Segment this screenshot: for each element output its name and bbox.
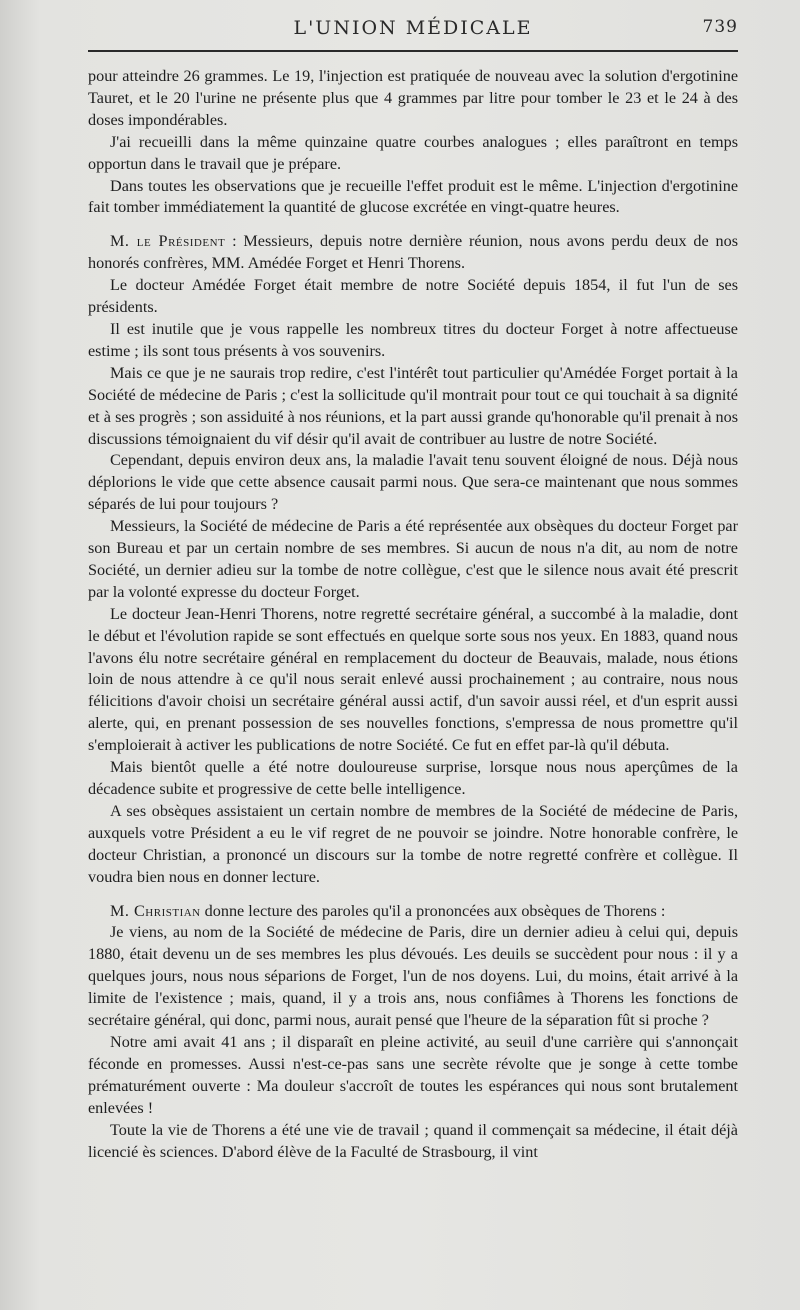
paragraph (88, 1032, 738, 1120)
page-number: 739 (702, 17, 738, 37)
article-body (88, 66, 738, 1163)
paragraph-text: Le docteur Amédée Forget était membre de notre Société depuis 1854, il fut l'un de ses présidents. (88, 276, 738, 317)
running-header (88, 14, 738, 48)
paragraph-text: J'ai recueilli dans la même quinzaine quatre courbes analogues ; elles paraîtront en temps opportun dans le travail que je prépare. (88, 132, 738, 173)
paragraph-text: Mais ce que je ne saurais trop redire, c'est l'intérêt tout particulier qu'Amédée Forget portait à la Société de médecine de Paris ; c'est la sollicitude qu'il montrait pour tout ce qui touchait à sa dignité et à ses progrès ; son assiduité à nos réunions, et la part aussi grande qu'honorable qu'il prenait à nos discussions témoignaient du vif désir qu'il avait de contribuer au lustre de notre Société. (88, 363, 738, 448)
paragraph-text: Il est inutile que je vous rappelle les nombreux titres du docteur Forget à notre affectueuse estime ; ils sont tous présents à vos souvenirs. (88, 319, 738, 360)
paragraph (88, 516, 738, 604)
paragraph (88, 176, 738, 220)
paragraph (88, 922, 738, 1032)
paragraph (88, 901, 738, 923)
paragraph-text: Je viens, au nom de la Société de médecine de Paris, dire un dernier adieu à celui qui, depuis 1880, était devenu un de ses membres les plus dévoués. Les deuils se succèdent pour nous : il y a quelques jours, nous nous séparions de Forget, l'un de nos doyens. Lui, du moins, était arrivé à la limite de l'existence ; mais, quand, il y a trois ans, nous confiâmes à Thorens les fonctions de secrétaire général, qui donc, parmi nous, aurait pensé que l'heure de la séparation fût si proche ? (88, 923, 738, 1030)
paragraph (88, 450, 738, 516)
speaker-name: M. le Président (110, 232, 226, 251)
paragraph (88, 132, 738, 176)
paragraph-text: Notre ami avait 41 ans ; il disparaît en pleine activité, au seuil d'une carrière qui s'annonçait féconde en promesses. Aussi n'est-ce-pas sans une secrète révolte que je songe à cette tombe prématurément ouverte : Ma douleur s'accroît de toutes les espérances qui nous sont brutalement enlevées ! (88, 1032, 738, 1117)
paragraph-text: Dans toutes les observations que je recueille l'effet produit est le même. L'injection d'ergotinine fait tomber immédiatement la quantité de glucose excrétée en vingt-quatre heures. (88, 176, 738, 217)
journal-title: L'UNION MÉDICALE (293, 17, 533, 39)
paragraph-text: Toute la vie de Thorens a été une vie de travail ; quand il commençait sa médecine, il était déjà licencié ès sciences. D'abord élève de la Faculté de Strasbourg, il vint (88, 1120, 738, 1161)
paragraph-text: A ses obsèques assistaient un certain nombre de membres de la Société de médecine de Paris, auxquels votre Président a eu le vif regret de ne pouvoir se joindre. Notre honorable confrère, le docteur Christian, a prononcé un discours sur la tombe de notre regretté confrère et collègue. Il voudra bien nous en donner lecture. (88, 801, 738, 886)
paragraph (88, 319, 738, 363)
paragraph-text: Le docteur Jean-Henri Thorens, notre regretté secrétaire général, a succombé à la maladie, dont le début et l'évolution rapide se sont effectués en quelque sorte sous nos yeux. En 1883, quand nous l'avons élu notre secrétaire général en remplacement du docteur de Beauvais, malade, nous étions loin de nous attendre à ce qu'il nous serait enlevé aussi prochainement ; au contraire, nous nous félicitions d'avoir choisi un secrétaire général aussi actif, d'un savoir aussi réel, et d'un esprit aussi alerte, qui, en prenant possession de ses nouvelles fonctions, s'empressa de nous promettre qu'il s'emploierait à activer les publications de notre Société. Ce fut en effet par-là qu'il débuta. (88, 604, 738, 755)
speaker-name: M. Christian (110, 901, 201, 920)
paragraph-text: Mais bientôt quelle a été notre douloureuse surprise, lorsque nous nous aperçûmes de la décadence subite et progressive de cette belle intelligence. (88, 758, 738, 798)
header-rule (88, 50, 738, 52)
paragraph (88, 363, 738, 451)
paragraph (88, 231, 738, 275)
paragraph-text: Messieurs, la Société de médecine de Paris a été représentée aux obsèques du docteur Forget par son Bureau et par un certain nombre de ses membres. Si aucun de nous n'a dit, au nom de notre Société, un dernier adieu sur la tombe de notre collègue, c'est que le silence nous avait été prescrit par la volonté expresse du docteur Forget. (88, 517, 738, 601)
paragraph-text: : Messieurs, depuis notre dernière réunion, nous avons perdu deux de nos honorés confrères, MM. Amédée Forget et Henri Thorens. (88, 232, 738, 273)
paragraph-text: donne lecture des paroles qu'il a prononcées aux obsèques de Thorens : (200, 901, 666, 920)
paragraph (88, 801, 738, 889)
paragraph (88, 604, 738, 757)
paragraph-text: pour atteindre 26 grammes. Le 19, l'injection est pratiquée de nouveau avec la solution d'ergotinine Tauret, et le 20 l'urine ne présente plus que 4 grammes par litre pour tomber le 23 et le 24 à des doses impondérables. (88, 67, 738, 129)
paragraph-text: Cependant, depuis environ deux ans, la maladie l'avait tenu souvent éloigné de nous. Déjà nous déplorions le vide que cette absence causait parmi nous. Que sera-ce maintenant que nous sommes séparés de lui pour toujours ? (88, 451, 738, 514)
paragraph (88, 275, 738, 319)
paragraph (88, 1120, 738, 1164)
paragraph (88, 66, 738, 132)
paragraph (88, 757, 738, 801)
